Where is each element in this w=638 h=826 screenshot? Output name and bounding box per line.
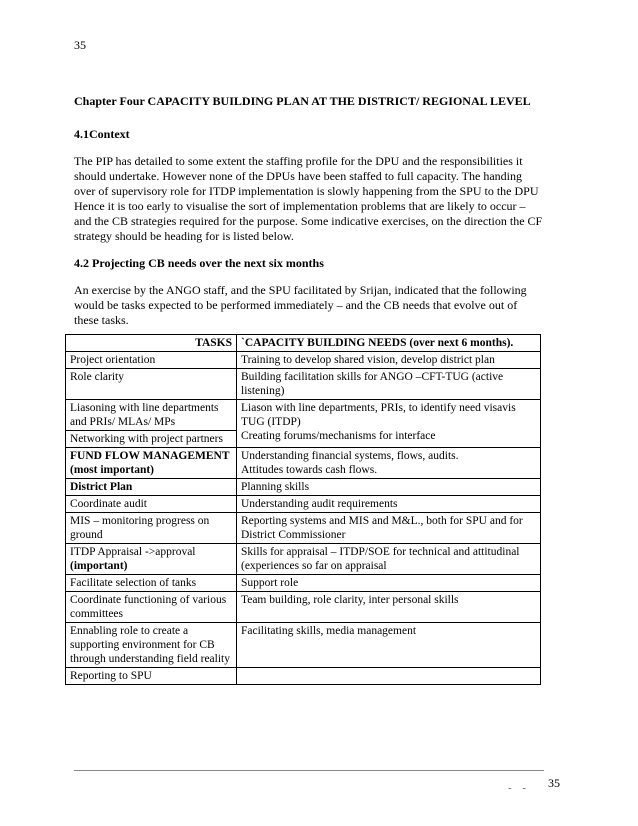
need-line: Understanding financial systems, flows, audits. bbox=[241, 450, 459, 462]
need-cell: Reporting systems and MIS and M&L., both for SPU and for District Commissioner bbox=[237, 513, 541, 544]
task-cell bbox=[66, 544, 237, 575]
task-line: ITDP Appraisal ->approval bbox=[70, 546, 196, 558]
need-cell: Facilitating skills, media management bbox=[237, 623, 541, 668]
table-row bbox=[66, 479, 541, 496]
task-cell: Facilitate selection of tanks bbox=[66, 575, 237, 592]
task-cell: Coordinate audit bbox=[66, 496, 237, 513]
need-cell bbox=[237, 668, 541, 685]
task-cell: Project orientation bbox=[66, 352, 237, 369]
table-row bbox=[66, 369, 541, 400]
chapter-title: Chapter Four CAPACITY BUILDING PLAN AT THE DISTRICT/ REGIONAL LEVEL bbox=[74, 94, 531, 108]
cb-needs-table bbox=[65, 334, 541, 685]
table-header-row bbox=[66, 335, 541, 352]
task-cell: Ennabling role to create a supporting environment for CB through understanding field reality bbox=[66, 623, 237, 668]
page-number-top: 35 bbox=[74, 38, 86, 52]
need-cell bbox=[237, 400, 541, 448]
task-cell: FUND FLOW MANAGEMENT (most important) bbox=[66, 448, 237, 479]
table-row bbox=[66, 623, 541, 668]
task-cell: Networking with project partners bbox=[66, 431, 237, 448]
table-row bbox=[66, 400, 541, 431]
table-row bbox=[66, 352, 541, 369]
table-row bbox=[66, 668, 541, 685]
footer-mark: - - bbox=[508, 782, 531, 794]
table-row bbox=[66, 513, 541, 544]
task-line-emphasis: (important) bbox=[70, 560, 128, 572]
task-cell: Role clarity bbox=[66, 369, 237, 400]
footer-rule bbox=[74, 770, 544, 771]
context-paragraph: The PIP has detailed to some extent the staffing profile for the DPU and the responsibilities it should undertake. However none of the DPUs have been staffed to full capacity. The handing over of supervisory role for ITDP implementation is slowly happening from the SPU to the DPU Hence it is too early to visualise the sort of implementation problems that are likely to occur – and the CB strategies required for the purpose. Some indicative exercises, on the direction the CF strategy should be heading for is listed below. bbox=[74, 154, 543, 243]
task-cell: Reporting to SPU bbox=[66, 668, 237, 685]
need-line: Liason with line departments, PRIs, to identify need visavis TUG (ITDP) bbox=[241, 402, 516, 428]
need-cell: Building facilitation skills for ANGO –CFT-TUG (active listening) bbox=[237, 369, 541, 400]
document-body bbox=[74, 94, 544, 340]
need-cell: Team building, role clarity, inter personal skills bbox=[237, 592, 541, 623]
table-row bbox=[66, 575, 541, 592]
header-tasks: TASKS bbox=[66, 335, 237, 352]
task-cell: District Plan bbox=[66, 479, 237, 496]
task-cell: Liasoning with line departments and PRIs/ MLAs/ MPs bbox=[66, 400, 237, 431]
need-cell: Planning skills bbox=[237, 479, 541, 496]
table-row bbox=[66, 544, 541, 575]
section-heading-cb-needs: 4.2 Projecting CB needs over the next six months bbox=[74, 256, 324, 270]
need-cell: Understanding audit requirements bbox=[237, 496, 541, 513]
table-row bbox=[66, 448, 541, 479]
section-heading-context: 4.1Context bbox=[74, 127, 130, 141]
table-row bbox=[66, 496, 541, 513]
table-row bbox=[66, 592, 541, 623]
task-cell: Coordinate functioning of various committees bbox=[66, 592, 237, 623]
need-cell: Training to develop shared vision, develop district plan bbox=[237, 352, 541, 369]
cb-needs-paragraph: An exercise by the ANGO staff, and the SPU facilitated by Srijan, indicated that the following would be tasks expected to be performed immediately – and the CB needs that evolve out of these tasks. bbox=[74, 283, 527, 327]
header-cb-needs: `CAPACITY BUILDING NEEDS (over next 6 months). bbox=[237, 335, 541, 352]
task-cell: MIS – monitoring progress on ground bbox=[66, 513, 237, 544]
need-line: Attitudes towards cash flows. bbox=[241, 464, 378, 476]
page-number-bottom: 35 bbox=[548, 776, 560, 790]
need-line: Creating forums/mechanisms for interface bbox=[241, 430, 436, 442]
need-cell: Support role bbox=[237, 575, 541, 592]
need-cell bbox=[237, 448, 541, 479]
need-cell: Skills for appraisal – ITDP/SOE for technical and attitudinal (experiences so far on appraisal bbox=[237, 544, 541, 575]
